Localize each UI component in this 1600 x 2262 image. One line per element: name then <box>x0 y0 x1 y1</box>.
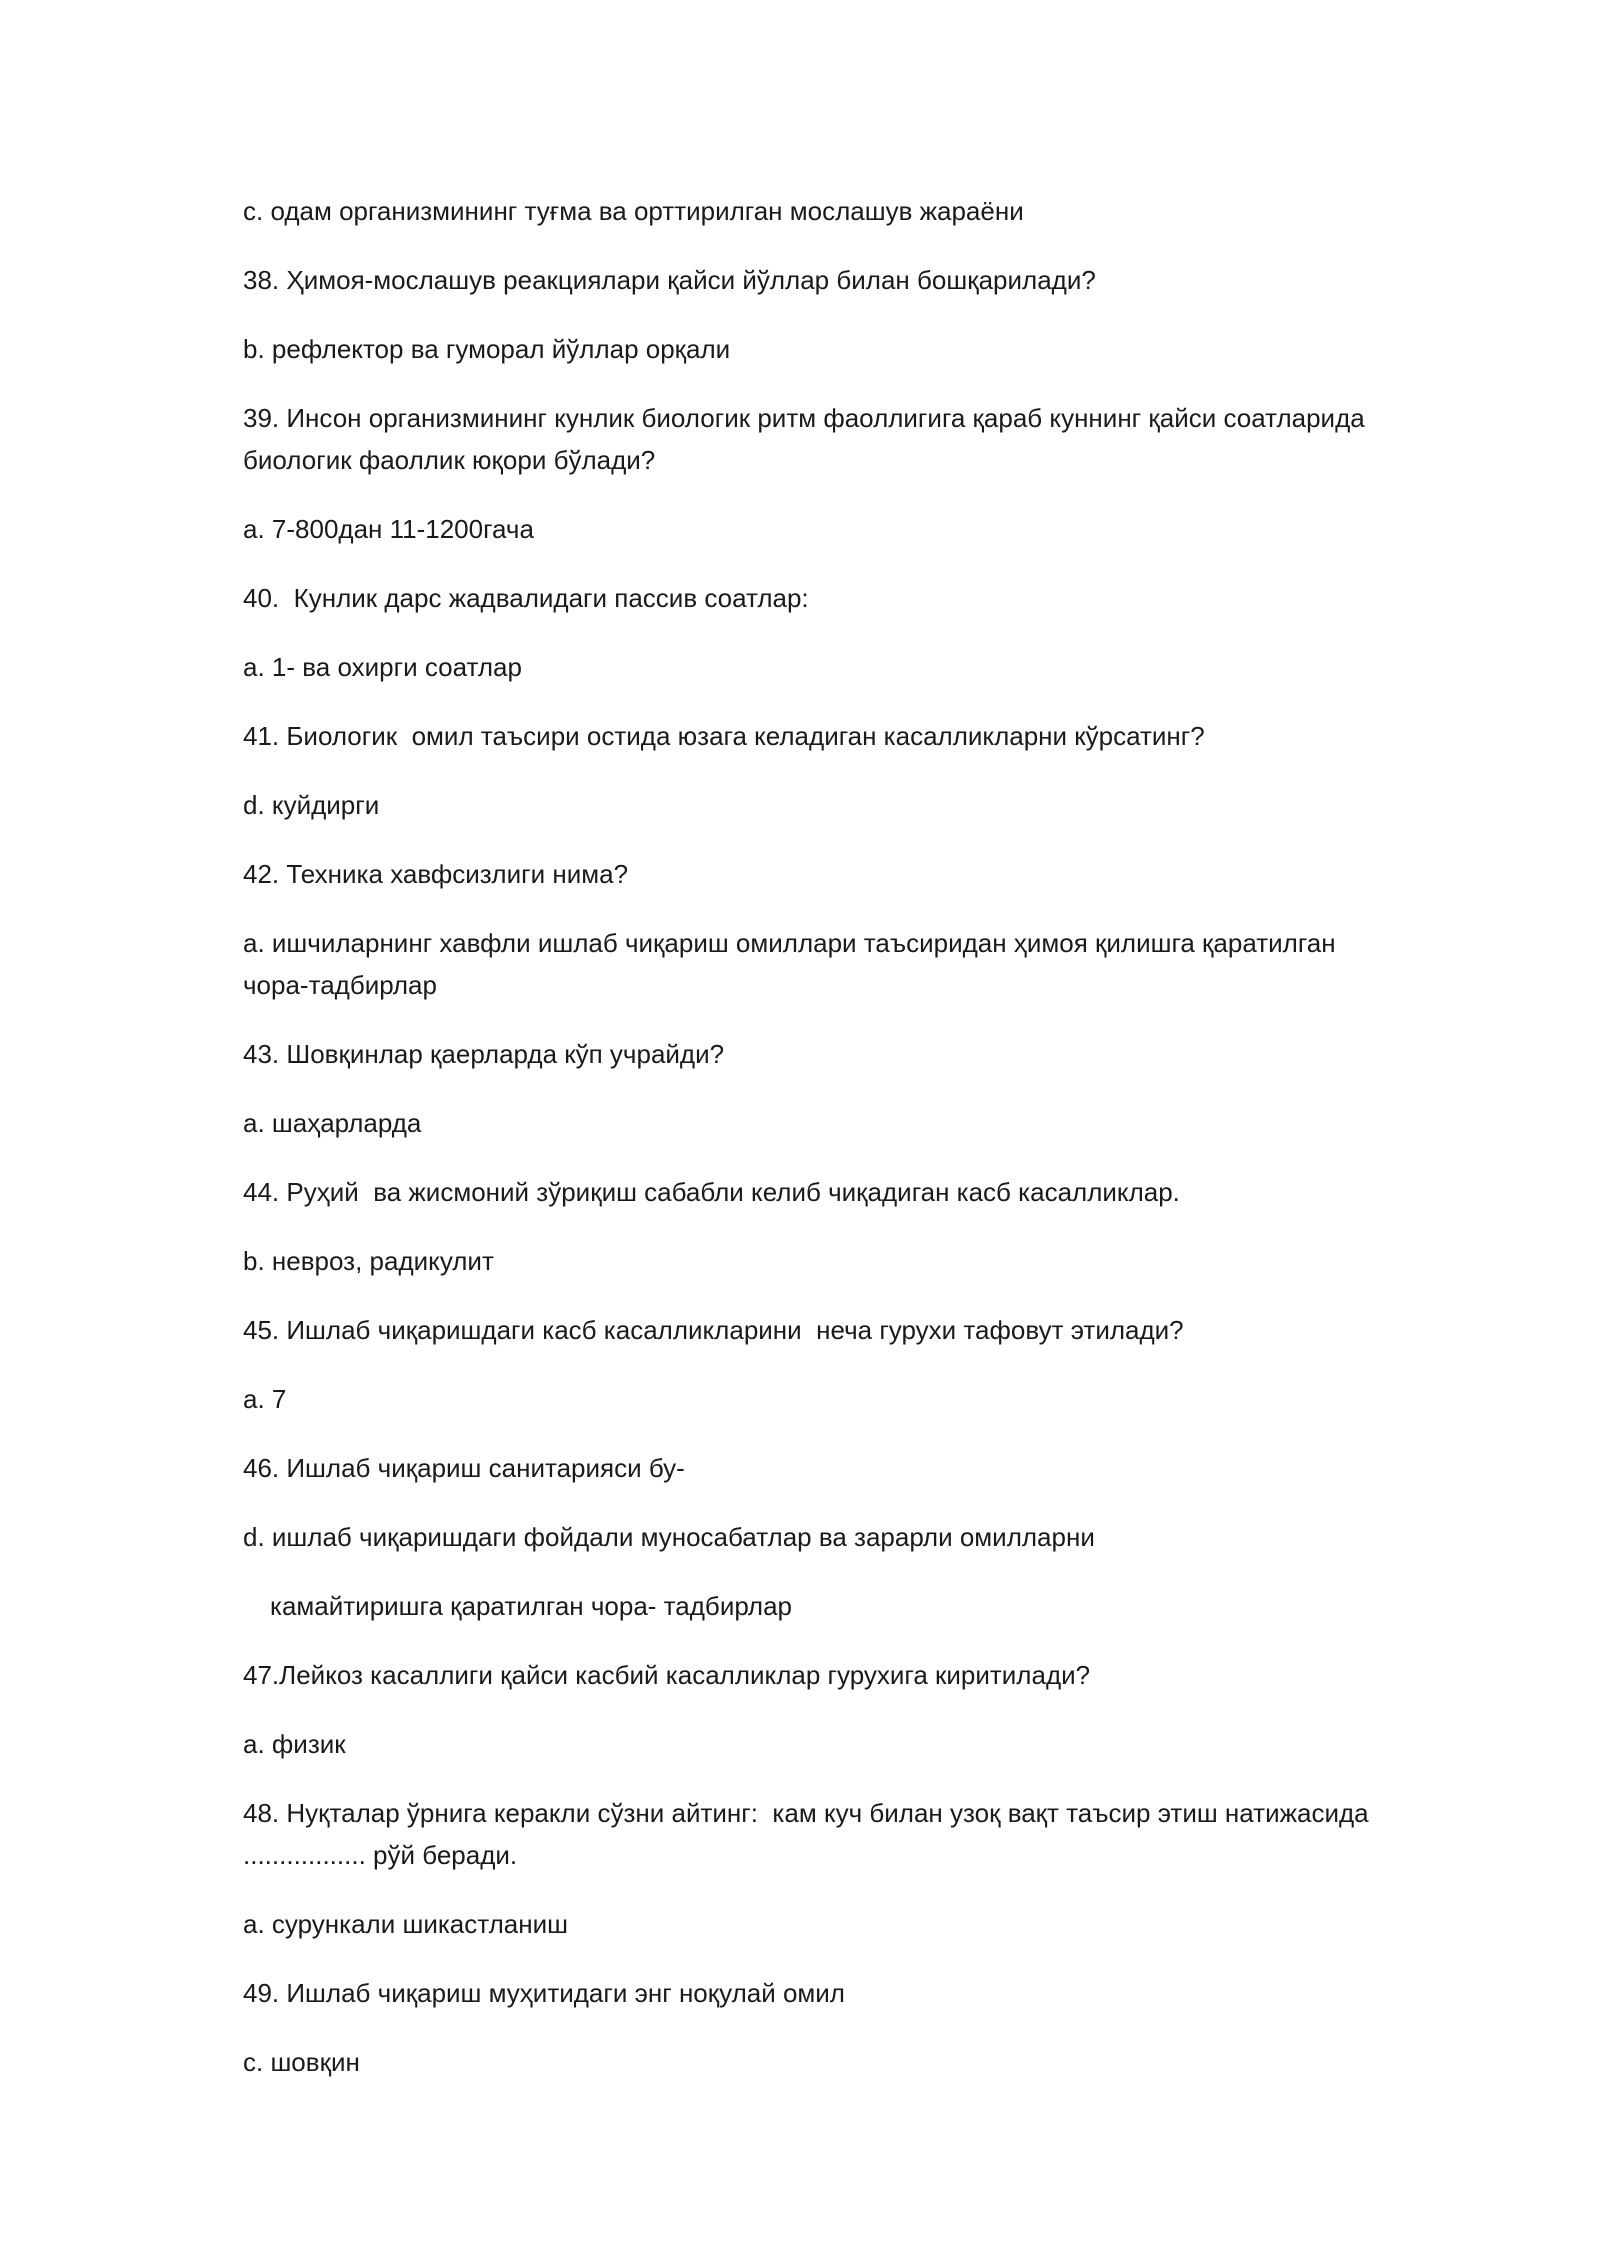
question-45: 45. Ишлаб чиқаришдаги касб касалликларини неча гурухи тафовут этилади? <box>243 1315 1184 1345</box>
question-41: 41. Биологик омил таъсири остида юзага келадиган касалликларни кўрсатинг? <box>243 721 1205 751</box>
answer-48: a. сурункали шикастланиш <box>243 1909 568 1939</box>
question-38: 38. Ҳимоя-мослашув реакциялари қайси йўллар билан бошқарилади? <box>243 265 1096 295</box>
question-43: 43. Шовқинлар қаерларда кўп учрайди? <box>243 1039 725 1069</box>
answer-37: c. одам организмининг туғма ва орттирилган мослашув жараёни <box>243 196 1024 226</box>
answer-46-continuation: камайтиришга қаратилган чора- тадбирлар <box>270 1591 793 1621</box>
document-body <box>243 190 1384 2110</box>
answer-42: a. ишчиларнинг хавфли ишлаб чиқариш омиллари таъсиридан ҳимоя қилишга қаратилган чора-тадбирлар <box>243 928 1343 1000</box>
question-46: 46. Ишлаб чиқариш санитарияси бу- <box>243 1453 685 1483</box>
question-47: 47.Лейкоз касаллиги қайси касбий касалликлар гурухига киритилади? <box>243 1660 1091 1690</box>
answer-43: a. шаҳарларда <box>243 1108 422 1138</box>
question-49: 49. Ишлаб чиқариш муҳитидаги энг ноқулай омил <box>243 1978 845 2008</box>
answer-47: a. физик <box>243 1729 346 1759</box>
question-40: 40. Кунлик дарс жадвалидаги пассив соатлар: <box>243 583 809 613</box>
question-44: 44. Руҳий ва жисмоний зўриқиш сабабли келиб чиқадиган касб касалликлар. <box>243 1177 1180 1207</box>
answer-44: b. невроз, радикулит <box>243 1246 494 1276</box>
question-42: 42. Техника хавфсизлиги нима? <box>243 859 629 889</box>
answer-49: c. шовқин <box>243 2047 360 2077</box>
answer-38: b. рефлектор ва гуморал йўллар орқали <box>243 334 731 364</box>
answer-39: a. 7-800дан 11-1200гача <box>243 514 534 544</box>
answer-41: d. куйдирги <box>243 790 380 820</box>
question-48: 48. Нуқталар ўрнига керакли сўзни айтинг: кам куч билан узоқ вақт таъсир этиш натижасида ................. рўй беради. <box>243 1798 1384 1870</box>
question-39: 39. Инсон организмининг кунлик биологик ритм фаоллигига қараб куннинг қайси соатларида биологик фаоллик юқори бўлади? <box>243 403 1372 475</box>
answer-40: a. 1- ва охирги соатлар <box>243 652 522 682</box>
answer-45: a. 7 <box>243 1384 287 1414</box>
answer-46: d. ишлаб чиқаришдаги фойдали муносабатлар ва зарарли омилларни <box>243 1522 1095 1552</box>
